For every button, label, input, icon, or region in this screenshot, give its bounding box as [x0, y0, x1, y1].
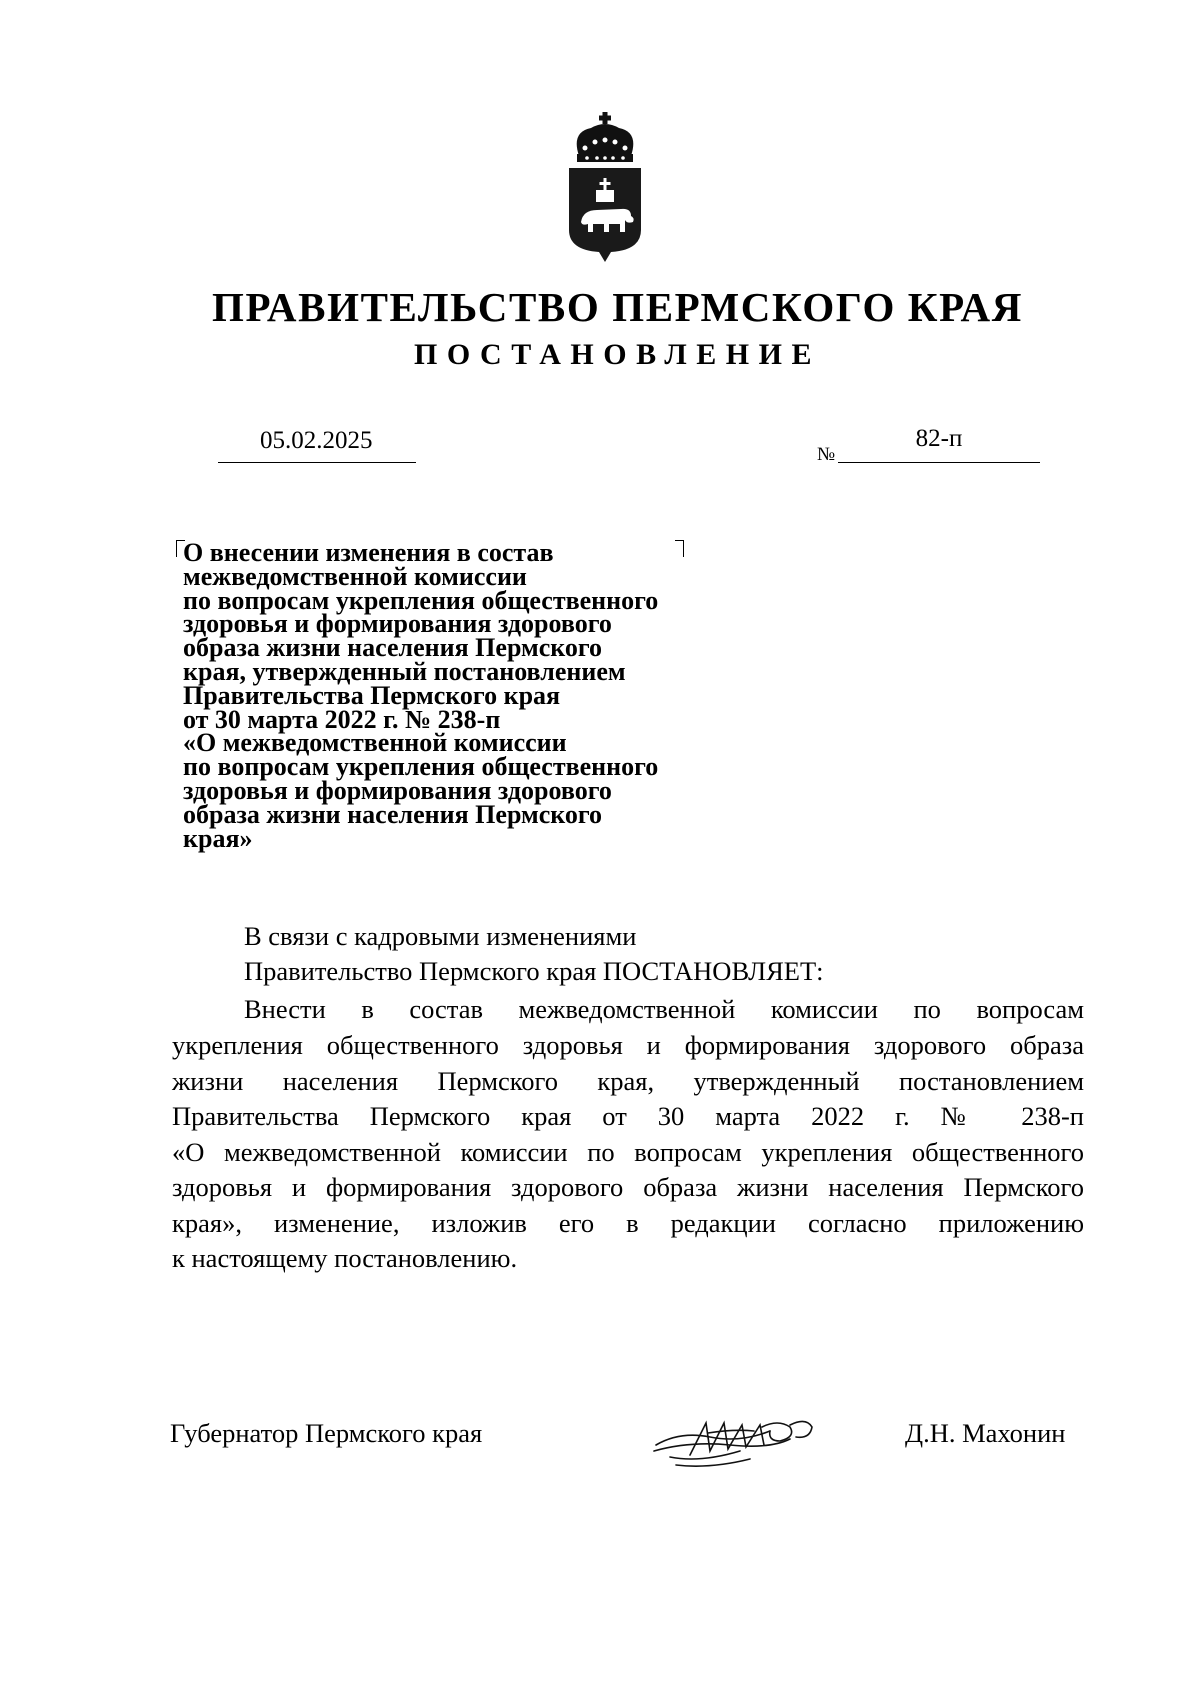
number-sign: №	[817, 444, 836, 465]
document-type: ПОСТАНОВЛЕНИЕ	[414, 338, 821, 371]
subject-line: здоровья и формирования здорового	[183, 609, 612, 639]
signature-icon	[650, 1405, 820, 1475]
body-line: Правительства Пермского края от 30 марта 2022 г. № 238-п	[172, 1101, 1084, 1131]
intro-line: В связи с кадровыми изменениями	[244, 921, 637, 951]
subject-line: образа жизни населения Пермского	[183, 799, 603, 829]
body-line: к настоящему постановлению.	[172, 1243, 518, 1273]
body-line: Внести в состав межведомственной комиссии по вопросам	[244, 994, 1084, 1024]
signatory-name: Д.Н. Махонин	[905, 1418, 1066, 1448]
body-line: здоровья и формирования здорового образа жизни населения Пермского	[172, 1172, 1084, 1202]
document-subject	[183, 538, 743, 853]
body-line: края», изменение, изложив его в редакции согласно приложению	[172, 1208, 1084, 1238]
signatory-position: Губернатор Пермского края	[170, 1418, 483, 1448]
subject-line: края, утвержденный постановлением	[183, 656, 626, 686]
document-number: 82-п	[915, 425, 963, 452]
coat-of-arms-icon	[565, 112, 645, 264]
subject-line: по вопросам укрепления общественного	[183, 752, 659, 782]
subject-line: от 30 марта 2022 г. № 238-п	[183, 704, 501, 734]
subject-line: края»	[183, 823, 253, 853]
body-line: «О межведомственной комиссии по вопросам укрепления общественного	[172, 1137, 1084, 1167]
subject-line: здоровья и формирования здорового	[183, 775, 612, 805]
subject-line: межведомственной комиссии	[183, 561, 527, 591]
body-line: укрепления общественного здоровья и формирования здорового образа	[172, 1030, 1084, 1060]
intro-line: Правительство Пермского края ПОСТАНОВЛЯЕТ:	[244, 956, 824, 986]
document-date: 05.02.2025	[260, 427, 373, 454]
subject-line: образа жизни населения Пермского	[183, 633, 603, 663]
number-underline	[838, 462, 1040, 463]
subject-line: по вопросам укрепления общественного	[183, 585, 659, 615]
subject-line: Правительства Пермского края	[183, 680, 561, 710]
subject-line: «О межведомственной комиссии	[183, 728, 567, 758]
subject-line: О внесении изменения в состав	[183, 538, 554, 567]
body-line: жизни населения Пермского края, утвержденный постановлением	[172, 1066, 1084, 1096]
date-underline	[218, 462, 416, 463]
government-title: ПРАВИТЕЛЬСТВО ПЕРМСКОГО КРАЯ	[212, 284, 1023, 330]
